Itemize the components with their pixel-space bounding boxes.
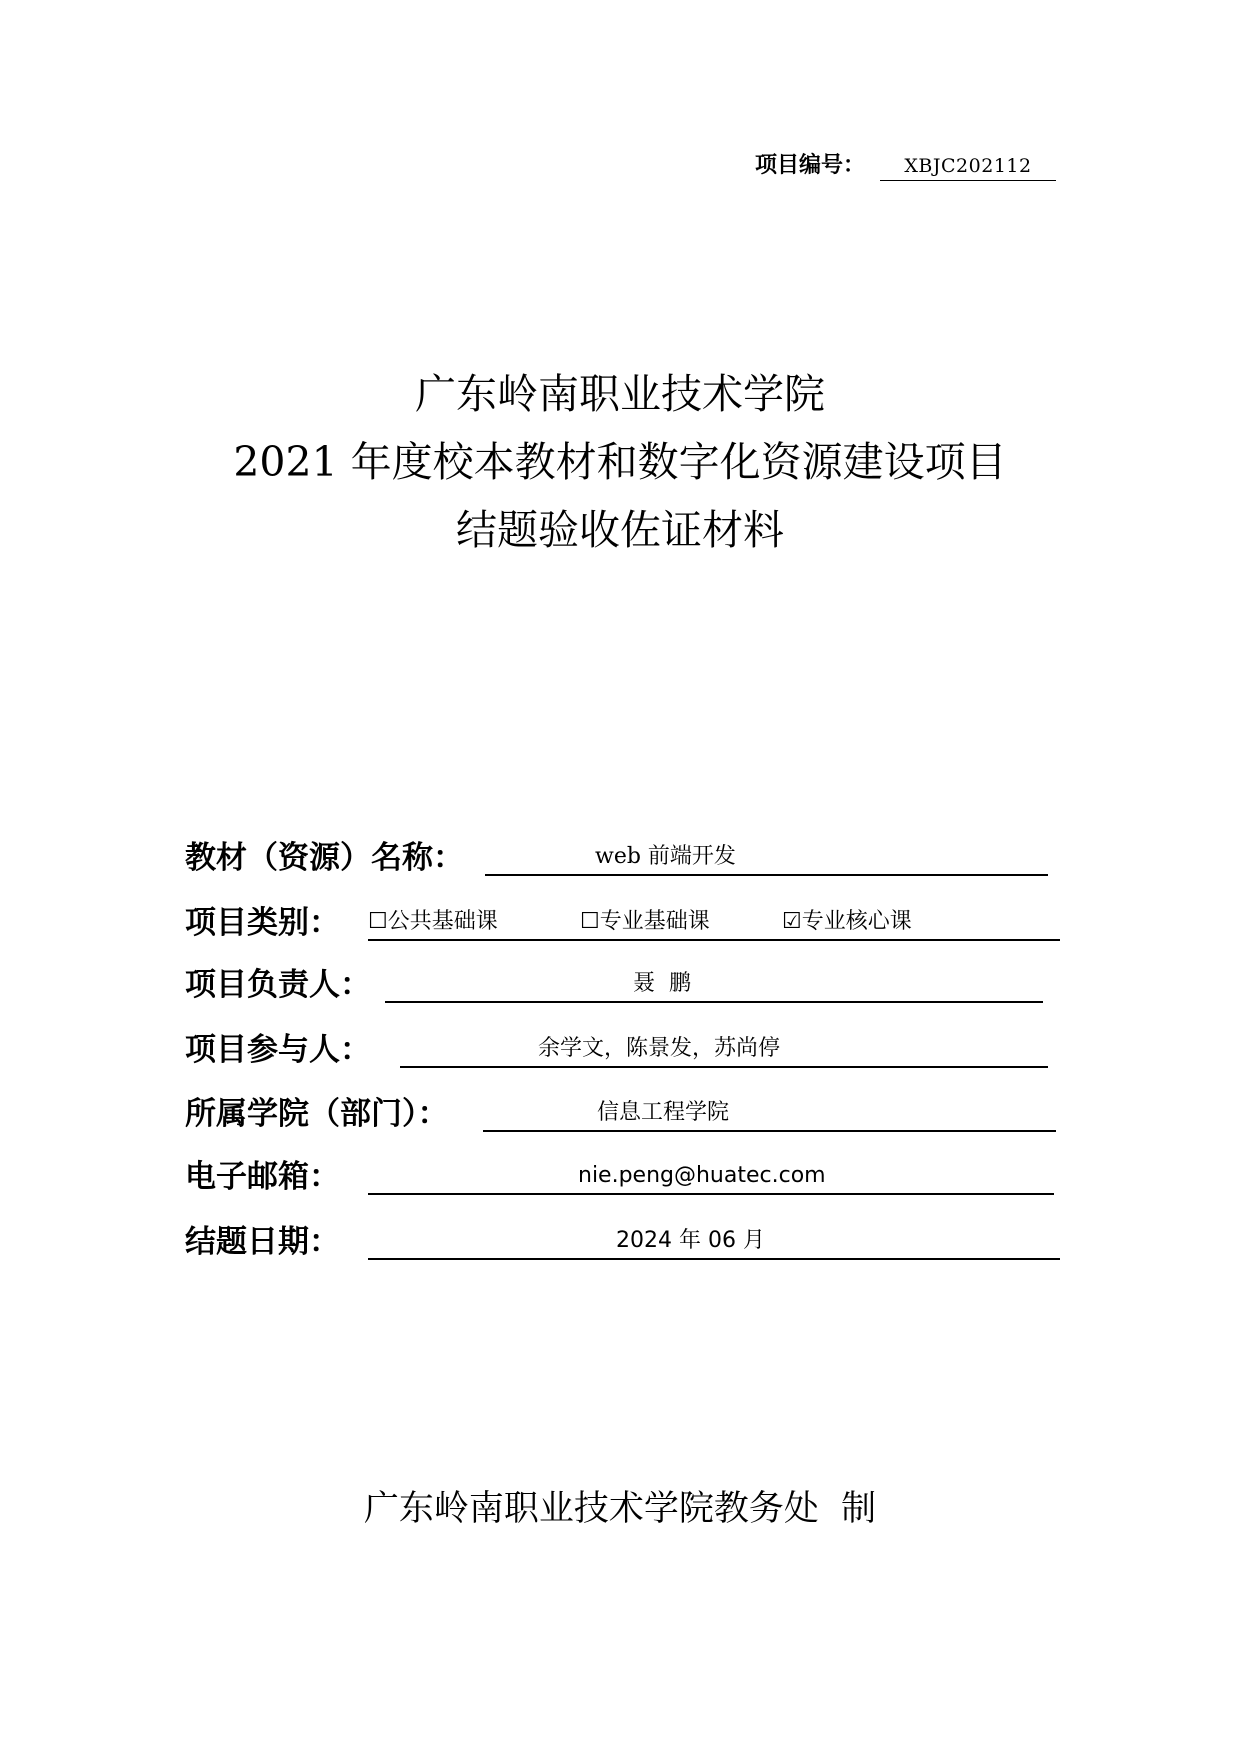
leader-label: 项目负责人： bbox=[185, 967, 371, 1003]
project-number-label: 项目编号： bbox=[755, 153, 866, 178]
college-value: 信息工程学院 bbox=[597, 1100, 730, 1125]
material-name-value: web 前端开发 bbox=[595, 844, 736, 869]
date-value: 2024 年 06 月 bbox=[616, 1228, 765, 1253]
leader-value: 聂 鹏 bbox=[633, 971, 691, 996]
category-field bbox=[368, 903, 1060, 941]
email-field bbox=[368, 1157, 1054, 1195]
issuer-footer: 广东岭南职业技术学院教务处 制 bbox=[363, 1489, 877, 1529]
material-name-label: 教材（资源）名称： bbox=[185, 840, 464, 876]
category-option-public[interactable]: ☐公共基础课 bbox=[368, 909, 498, 934]
title-line-1: 广东岭南职业技术学院 bbox=[415, 370, 825, 418]
category-option-professional-core[interactable]: ☑专业核心课 bbox=[782, 909, 912, 934]
college-field bbox=[483, 1094, 1056, 1132]
title-line-3: 结题验收佐证材料 bbox=[456, 506, 784, 554]
participants-value: 余学文，陈景发，苏尚停 bbox=[538, 1036, 781, 1061]
category-option-professional-basic[interactable]: ☐专业基础课 bbox=[580, 909, 710, 934]
email-label: 电子邮箱： bbox=[185, 1159, 340, 1195]
project-number bbox=[755, 150, 1055, 182]
title-line-2: 2021 年度校本教材和数字化资源建设项目 bbox=[233, 438, 1007, 486]
checkbox-checked-icon[interactable]: ☑ bbox=[782, 909, 802, 934]
checkbox-unchecked-icon[interactable]: ☐ bbox=[368, 909, 388, 934]
college-label: 所属学院（部门）： bbox=[185, 1096, 449, 1132]
participants-field bbox=[400, 1030, 1048, 1068]
project-number-value: XBJC202112 bbox=[880, 150, 1056, 181]
category-label: 项目类别： bbox=[185, 905, 340, 941]
checkbox-unchecked-icon[interactable]: ☐ bbox=[580, 909, 600, 934]
date-field bbox=[368, 1222, 1060, 1260]
leader-field bbox=[385, 965, 1043, 1003]
email-value: nie.peng@huatec.com bbox=[578, 1163, 826, 1188]
date-label: 结题日期： bbox=[185, 1224, 340, 1260]
participants-label: 项目参与人： bbox=[185, 1032, 371, 1068]
material-name-field bbox=[485, 838, 1048, 876]
